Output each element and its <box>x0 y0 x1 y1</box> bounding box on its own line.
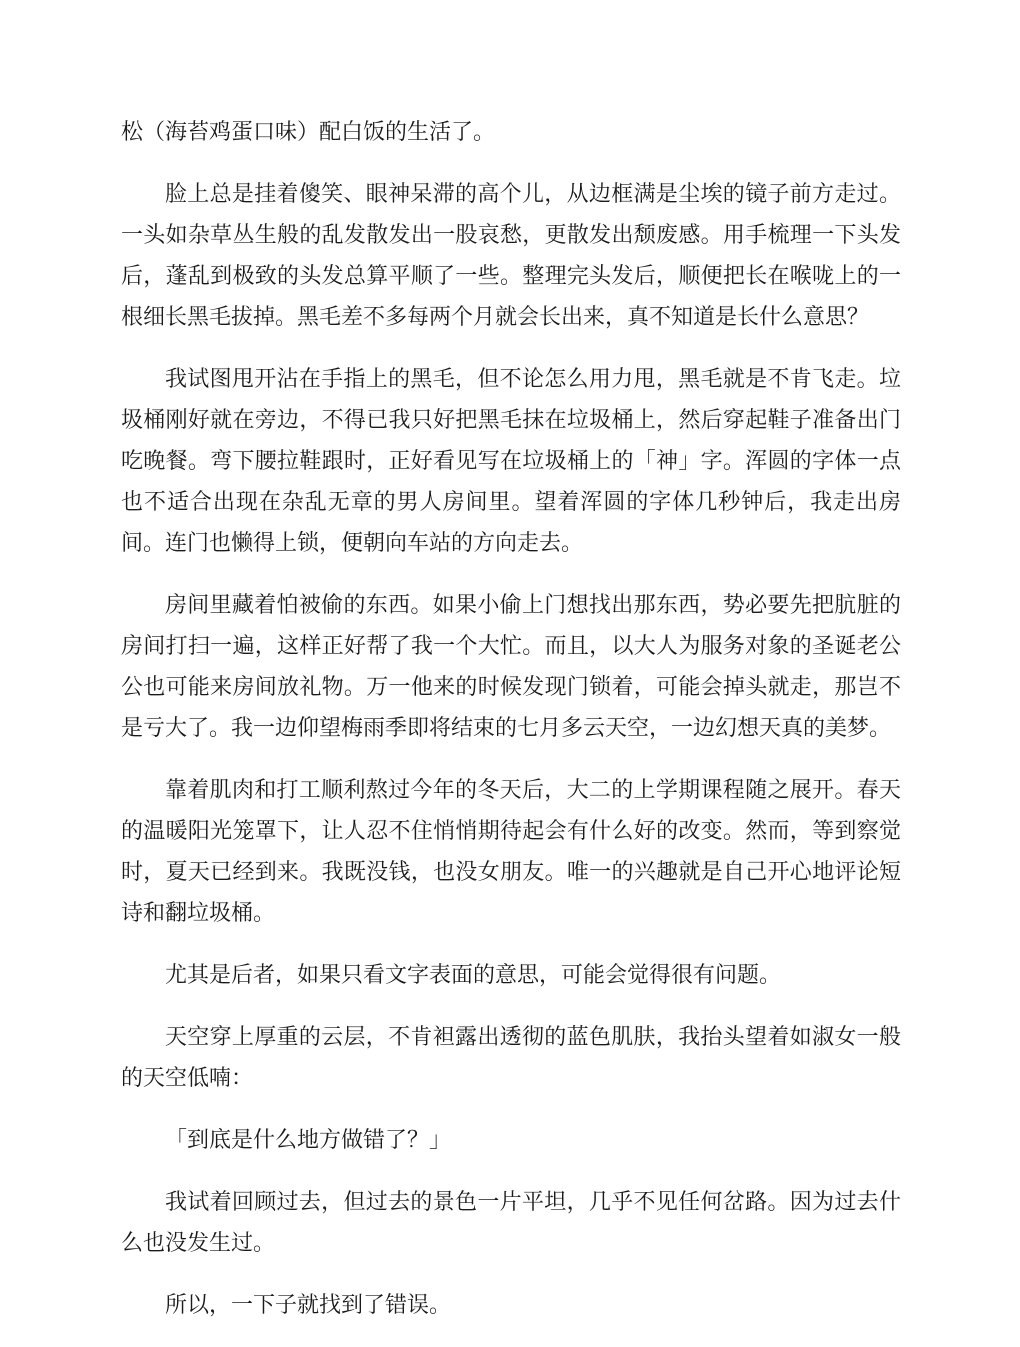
paragraph-7: 天空穿上厚重的云层，不肯袒露出透彻的蓝色肌肤，我抬头望着如淑女一般的天空低喃： <box>121 1025 901 1091</box>
paragraph-1: 松（海苔鸡蛋口味）配白饭的生活了。 <box>121 120 496 145</box>
paragraph-3: 我试图甩开沾在手指上的黑毛，但不论怎么用力甩，黑毛就是不肯飞走。垃圾桶刚好就在旁边，不得已我只好把黑毛抹在垃圾桶上，然后穿起鞋子准备出门吃晚餐。弯下腰拉鞋跟时，正好看见写在垃圾桶上的「神」字。浑圆的字体一点也不适合出现在杂乱无章的男人房间里。望着浑圆的字体几秒钟后，我走出房间。连门也懒得上锁，便朝向车站的方向走去。 <box>121 367 901 556</box>
paragraph-9: 我试着回顾过去，但过去的景色一片平坦，几乎不见任何岔路。因为过去什么也没发生过。 <box>121 1190 901 1256</box>
paragraph-8-dialogue: 「到底是什么地方做错了？」 <box>165 1128 452 1153</box>
paragraph-2: 脸上总是挂着傻笑、眼神呆滞的高个儿，从边框满是尘埃的镜子前方走过。一头如杂草丛生般的乱发散发出一股哀愁，更散发出颓废感。用手梳理一下头发后，蓬乱到极致的头发总算平顺了一些。整理完头发后，顺便把长在喉咙上的一根细长黑毛拔掉。黑毛差不多每两个月就会长出来，真不知道是长什么意思？ <box>121 182 901 330</box>
paragraph-10: 所以，一下子就找到了错误。 <box>165 1293 452 1318</box>
paragraph-5: 靠着肌肉和打工顺利熬过今年的冬天后，大二的上学期课程随之展开。春天的温暖阳光笼罩下，让人忍不住悄悄期待起会有什么好的改变。然而，等到察觉时，夏天已经到来。我既没钱，也没女朋友。唯一的兴趣就是自己开心地评论短诗和翻垃圾桶。 <box>121 778 901 926</box>
paragraph-6: 尤其是后者，如果只看文字表面的意思，可能会觉得很有问题。 <box>165 963 782 988</box>
paragraph-4: 房间里藏着怕被偷的东西。如果小偷上门想找出那东西，势必要先把肮脏的房间打扫一遍，这样正好帮了我一个大忙。而且，以大人为服务对象的圣诞老公公也可能来房间放礼物。万一他来的时候发现门锁着，可能会掉头就走，那岂不是亏大了。我一边仰望梅雨季即将结束的七月多云天空，一边幻想天真的美梦。 <box>121 593 901 741</box>
body-text <box>121 112 901 1347</box>
